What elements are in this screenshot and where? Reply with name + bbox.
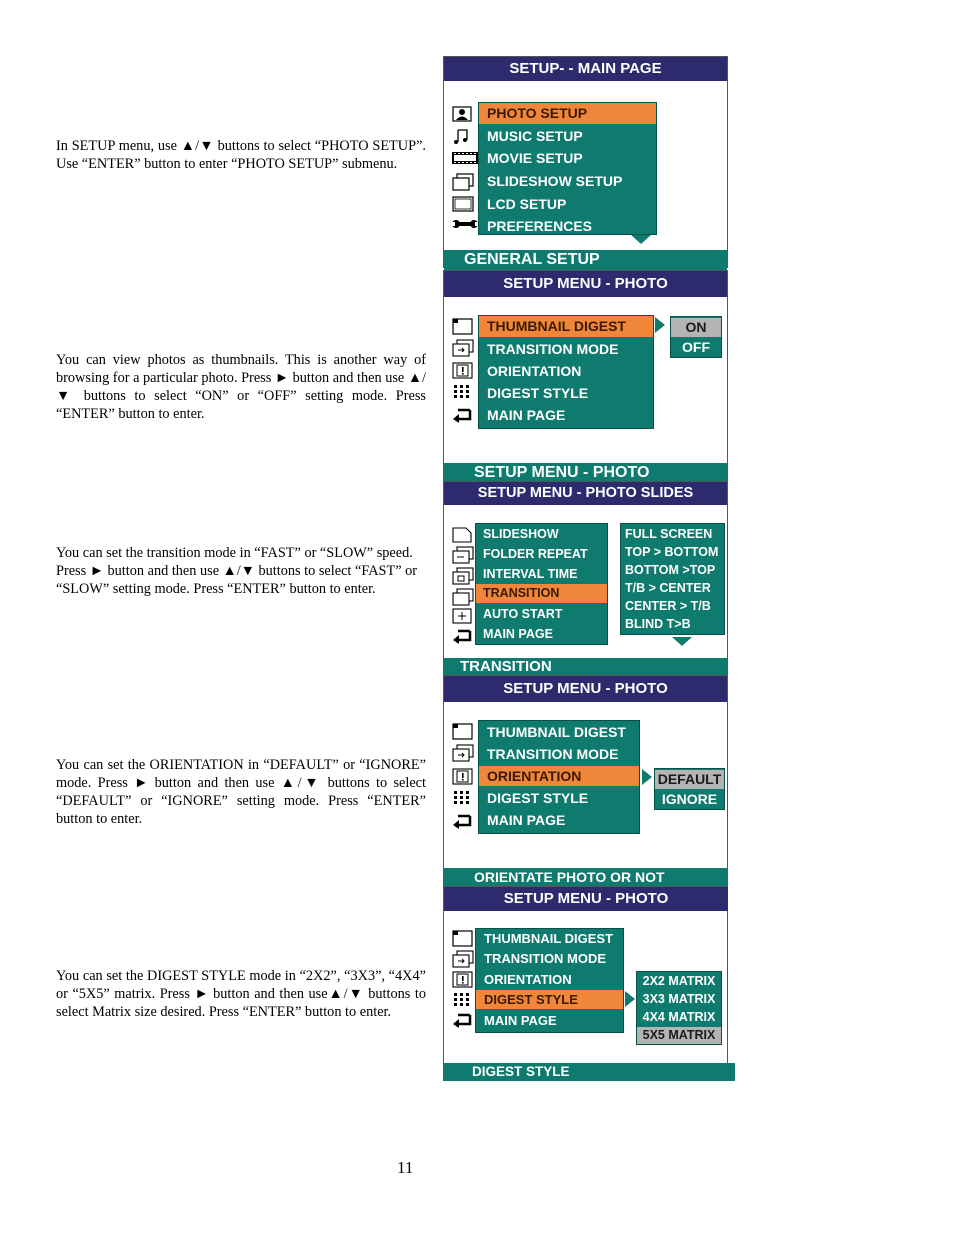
transition-icon — [452, 588, 472, 604]
menu-item-transition-mode[interactable]: TRANSITION MODE — [487, 341, 619, 357]
menu-item-thumbnail-digest[interactable]: THUMBNAIL DIGEST — [479, 316, 653, 337]
option-5x5-matrix[interactable]: 5X5 MATRIX — [637, 1027, 721, 1044]
transition-icon — [452, 950, 472, 966]
folder-repeat-icon — [452, 546, 472, 562]
option-blind-tb[interactable]: BLIND T>B — [625, 617, 691, 631]
menu-item-music-setup[interactable]: MUSIC SETUP — [487, 128, 583, 144]
option-default[interactable]: DEFAULT — [655, 770, 724, 789]
menu-item-thumbnail-digest[interactable]: THUMBNAIL DIGEST — [484, 931, 614, 946]
option-ignore[interactable]: IGNORE — [661, 791, 718, 807]
submenu-arrow-icon — [642, 769, 652, 785]
menu-item-orientation[interactable]: ORIENTATION — [487, 363, 582, 379]
interval-time-icon — [452, 567, 472, 583]
menu-item-digest-style[interactable]: DIGEST STYLE — [476, 990, 623, 1009]
menu-item-digest-style[interactable]: DIGEST STYLE — [487, 790, 589, 806]
panel-title: SETUP MENU - PHOTO — [444, 887, 728, 911]
transition-options — [620, 523, 725, 635]
setup-main-page-screen — [443, 56, 728, 268]
grid-dots-icon — [452, 790, 472, 806]
setup-menu-photo-digest-screen — [443, 886, 728, 1081]
return-arrow-icon — [452, 407, 472, 423]
menu-item-auto-start[interactable]: AUTO START — [483, 607, 563, 621]
photo-setup-menu — [478, 720, 640, 834]
option-center-tb[interactable]: CENTER > T/B — [625, 599, 711, 613]
grid-dots-icon — [452, 992, 472, 1008]
setup-menu-photo-thumbnail-screen — [443, 270, 728, 481]
auto-start-icon — [452, 608, 472, 624]
thumbnail-icon — [452, 722, 472, 738]
transition-icon — [452, 744, 472, 760]
paragraph-digest-style: You can set the DIGEST STYLE mode in “2X2”, “3X3”, “4X4” or “5X5” matrix. Press ► button and then use▲/▼ buttons to select Matrix size desired. Press “ENTER” button to enter. — [56, 968, 426, 1020]
option-4x4-matrix[interactable]: 4X4 MATRIX — [642, 1010, 716, 1024]
menu-item-transition[interactable]: TRANSITION — [476, 584, 607, 603]
option-2x2-matrix[interactable]: 2X2 MATRIX — [642, 974, 716, 988]
menu-item-movie-setup[interactable]: MOVIE SETUP — [487, 150, 583, 166]
thumbnail-icon — [452, 317, 472, 333]
return-arrow-icon — [452, 1012, 472, 1028]
menu-item-lcd-setup[interactable]: LCD SETUP — [487, 196, 567, 212]
option-on[interactable]: ON — [671, 318, 721, 337]
scroll-down-arrow-icon — [672, 637, 692, 646]
transition-icon — [452, 339, 472, 355]
menu-item-interval-time[interactable]: INTERVAL TIME — [483, 567, 578, 581]
thumbnail-icon — [452, 929, 472, 945]
person-icon — [452, 106, 472, 122]
menu-item-main-page[interactable]: MAIN PAGE — [487, 812, 566, 828]
option-3x3-matrix[interactable]: 3X3 MATRIX — [642, 992, 716, 1006]
orientation-icon — [452, 768, 472, 784]
return-arrow-icon — [452, 813, 472, 829]
option-bottom-top[interactable]: BOTTOM >TOP — [625, 563, 716, 577]
panel-title: SETUP MENU - PHOTO — [444, 676, 727, 702]
film-strip-icon — [452, 150, 478, 166]
panel-footer: TRANSITION — [444, 658, 727, 676]
menu-item-preferences[interactable]: PREFERENCES — [487, 218, 593, 234]
return-arrow-icon — [452, 628, 472, 644]
lcd-screen-icon — [452, 196, 472, 212]
page-number: 11 — [397, 1158, 414, 1177]
submenu-arrow-icon — [655, 317, 665, 333]
panel-footer: DIGEST STYLE — [444, 1063, 735, 1081]
submenu-arrow-icon — [625, 991, 635, 1007]
menu-item-transition-mode[interactable]: TRANSITION MODE — [487, 746, 619, 762]
photo-setup-menu — [475, 928, 624, 1033]
option-tb-center[interactable]: T/B > CENTER — [625, 581, 711, 595]
menu-item-photo-setup[interactable]: PHOTO SETUP — [479, 103, 656, 124]
digest-matrix-options — [636, 971, 722, 1045]
menu-item-thumbnail-digest[interactable]: THUMBNAIL DIGEST — [487, 724, 626, 740]
panel-footer: GENERAL SETUP — [444, 250, 727, 270]
orientation-icon — [452, 971, 472, 987]
scroll-down-arrow-icon — [631, 235, 651, 244]
menu-item-digest-style[interactable]: DIGEST STYLE — [487, 385, 589, 401]
panel-footer: ORIENTATE PHOTO OR NOT — [444, 868, 727, 887]
paragraph-photo-setup: In SETUP menu, use ▲/▼ buttons to select “PHOTO SETUP”. Use “ENTER” button to enter “PHOTO SETUP” submenu. — [56, 138, 426, 172]
panel-title: SETUP MENU - PHOTO — [444, 271, 727, 297]
on-off-options — [670, 316, 722, 358]
menu-item-slideshow-setup[interactable]: SLIDESHOW SETUP — [487, 173, 623, 189]
grid-dots-icon — [452, 384, 472, 400]
orientation-options — [654, 768, 725, 810]
option-full-screen[interactable]: FULL SCREEN — [625, 527, 713, 541]
panel-title: SETUP MENU - PHOTO SLIDES — [444, 482, 727, 505]
setup-menu-photo-slides-screen — [443, 481, 728, 675]
music-note-icon — [452, 128, 472, 144]
orientation-icon — [452, 362, 472, 378]
panel-footer: SETUP MENU - PHOTO — [444, 463, 727, 482]
menu-item-folder-repeat[interactable]: FOLDER REPEAT — [483, 547, 588, 561]
photo-slides-menu — [475, 523, 608, 645]
paragraph-thumbnail-digest: You can view photos as thumbnails. This is another way of browsing for a particular photo. Press ► button and then use ▲/▼ buttons to select “ON” or “OFF” setting mode. Press “ENTER” button to enter. — [56, 352, 426, 422]
menu-item-transition-mode[interactable]: TRANSITION MODE — [484, 951, 607, 966]
menu-item-main-page[interactable]: MAIN PAGE — [483, 627, 553, 641]
paragraph-orientation: You can set the ORIENTATION in “DEFAULT” or “IGNORE” mode. Press ► button and then use ▲/▼ buttons to select “DEFAULT” or “IGNORE” setting mode. Press “ENTER” button to enter. — [56, 757, 426, 827]
menu-item-orientation[interactable]: ORIENTATION — [479, 766, 639, 786]
setup-main-menu — [478, 102, 657, 235]
menu-item-slideshow[interactable]: SLIDESHOW — [483, 527, 559, 541]
option-top-bottom[interactable]: TOP > BOTTOM — [625, 545, 719, 559]
setup-menu-photo-orientation-screen — [443, 675, 728, 886]
page-icon — [452, 527, 472, 543]
option-off[interactable]: OFF — [682, 339, 710, 355]
menu-item-orientation[interactable]: ORIENTATION — [484, 972, 572, 987]
menu-item-main-page[interactable]: MAIN PAGE — [484, 1013, 557, 1028]
slideshow-icon — [452, 173, 472, 189]
wrench-icon — [452, 217, 478, 233]
paragraph-transition: You can set the transition mode in “FAST” or “SLOW” speed. Press ► button and then use ▲/▼ buttons to select “FAST” or “SLOW” setting mode. Press “ENTER” button to enter. — [56, 545, 418, 597]
photo-setup-menu — [478, 315, 654, 429]
panel-title: SETUP- - MAIN PAGE — [444, 57, 727, 81]
menu-item-main-page[interactable]: MAIN PAGE — [487, 407, 566, 423]
